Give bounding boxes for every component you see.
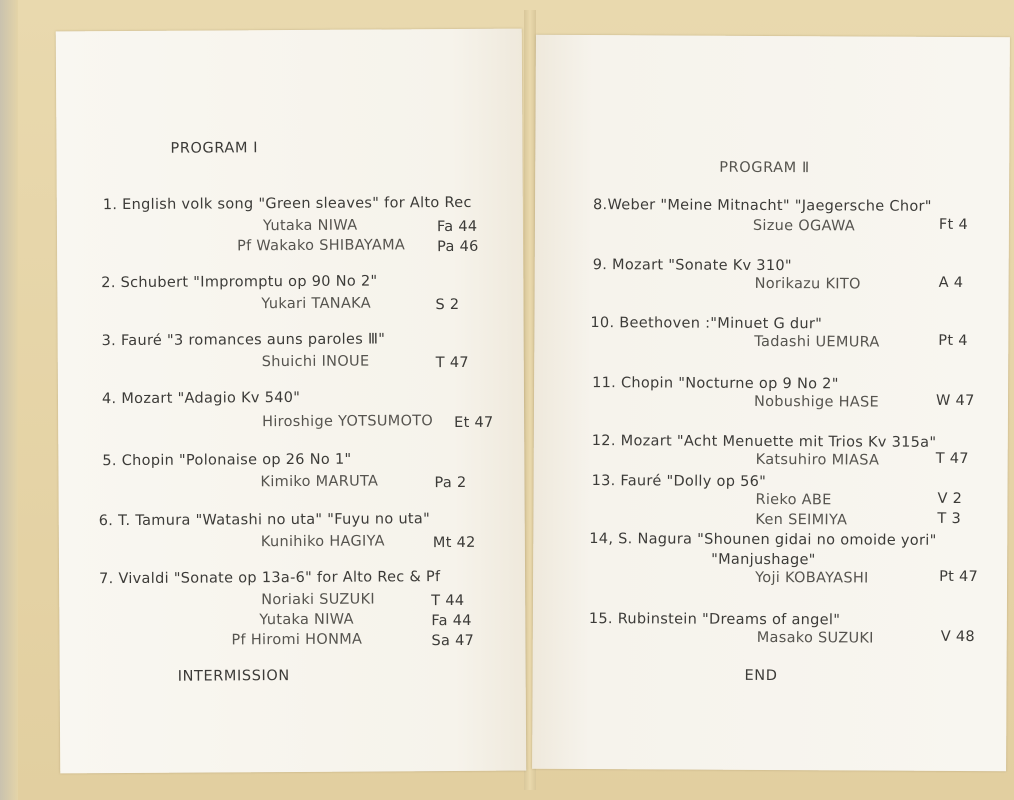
- item-14-subtitle: "Manjushage": [711, 551, 816, 569]
- item-1-performer-2: Pf Wakako SHIBAYAMA: [237, 237, 406, 255]
- item-3-code-1: T 47: [435, 354, 469, 372]
- item-7-code-2: Fa 44: [431, 612, 472, 630]
- item-9-performer-1: Norikazu KITO: [754, 275, 861, 293]
- item-14-performer-1: Yoji KOBAYASHI: [755, 569, 869, 587]
- item-5-performer-1: Kimiko MARUTA: [260, 473, 379, 491]
- item-7-performer-2: Yutaka NIWA: [259, 611, 354, 629]
- program-1-heading: PROGRAM Ⅰ: [170, 140, 259, 157]
- intermission-label: INTERMISSION: [177, 668, 290, 685]
- item-7-performer-3: Pf Hiromi HONMA: [231, 631, 363, 649]
- item-14-code-1: Pt 47: [939, 568, 979, 586]
- item-13-performer-2: Ken SEIMIYA: [755, 511, 848, 529]
- item-14-title: 14, S. Nagura "Shounen gidai no omoide yori": [589, 531, 937, 549]
- item-8-code-1: Ft 4: [938, 216, 969, 234]
- item-9-title: 9. Mozart "Sonate Kv 310": [592, 257, 792, 275]
- item-5-code-1: Pa 2: [434, 474, 467, 492]
- item-5-title: 5. Chopin "Polonaise op 26 No 1": [102, 451, 352, 470]
- item-15-title: 15. Rubinstein "Dreams of angel": [588, 611, 841, 629]
- item-13-code-1: V 2: [937, 490, 963, 508]
- item-3-title: 3. Fauré "3 romances auns paroles Ⅲ": [101, 331, 386, 350]
- left-page: [56, 29, 527, 774]
- cover-edge: [0, 0, 18, 800]
- item-2-code-1: S 2: [435, 296, 460, 314]
- item-15-performer-1: Masako SUZUKI: [756, 629, 874, 647]
- item-2-performer-1: Yukari TANAKA: [261, 295, 371, 313]
- item-8-title: 8.Weber "Meine Mitnacht" "Jaegersche Chor": [592, 197, 932, 215]
- item-6-code-1: Mt 42: [432, 534, 476, 552]
- item-7-title: 7. Vivaldi "Sonate op 13a-6" for Alto Rec & Pf: [99, 569, 441, 588]
- item-9-code-1: A 4: [938, 274, 964, 292]
- item-1-code-2: Pa 46: [437, 238, 479, 256]
- item-10-code-1: Pt 4: [938, 332, 968, 350]
- item-15-code-1: V 48: [940, 628, 976, 646]
- end-label: END: [744, 667, 778, 685]
- item-6-performer-1: Kunihiko HAGIYA: [260, 533, 385, 551]
- item-4-title: 4. Mozart "Adagio Kv 540": [101, 389, 301, 408]
- item-3-performer-1: Shuichi INOUE: [261, 353, 370, 371]
- program-2-heading: PROGRAM Ⅱ: [719, 159, 810, 177]
- item-13-code-2: T 3: [937, 510, 962, 527]
- item-12-code-1: T 47: [935, 450, 969, 468]
- item-1-code-1: Fa 44: [436, 218, 478, 236]
- item-8-performer-1: Sizue OGAWA: [752, 217, 856, 235]
- item-11-code-1: W 47: [935, 392, 975, 410]
- item-4-code-1: Et 47: [454, 414, 494, 432]
- item-13-title: 13. Fauré "Dolly op 56": [591, 473, 767, 490]
- item-6-title: 6. T. Tamura "Watashi no uta" "Fuyu no uta": [98, 511, 431, 530]
- item-4-performer-1: Hiroshige YOTSUMOTO: [262, 413, 434, 431]
- item-11-performer-1: Nobushige HASE: [753, 393, 880, 411]
- item-11-title: 11. Chopin "Nocturne op 9 No 2": [592, 375, 839, 393]
- item-7-code-3: Sa 47: [431, 632, 475, 650]
- item-12-performer-1: Katsuhiro MIASA: [755, 451, 880, 469]
- item-12-title: 12. Mozart "Acht Menuette mit Trios Kv 315a": [591, 433, 937, 451]
- item-10-performer-1: Tadashi UEMURA: [754, 333, 880, 351]
- item-1-title: 1. English volk song "Green sleaves" for Alto Rec: [102, 194, 472, 214]
- item-1-performer-1: Yutaka NIWA: [262, 217, 358, 235]
- item-13-performer-1: Rieko ABE: [755, 491, 832, 509]
- item-10-title: 10. Beethoven :"Minuet G dur": [590, 315, 823, 333]
- right-page: [532, 35, 1010, 771]
- item-2-title: 2. Schubert "Impromptu op 90 No 2": [101, 273, 378, 292]
- item-7-performer-1: Noriaki SUZUKI: [261, 591, 375, 609]
- item-7-code-1: T 44: [431, 592, 465, 610]
